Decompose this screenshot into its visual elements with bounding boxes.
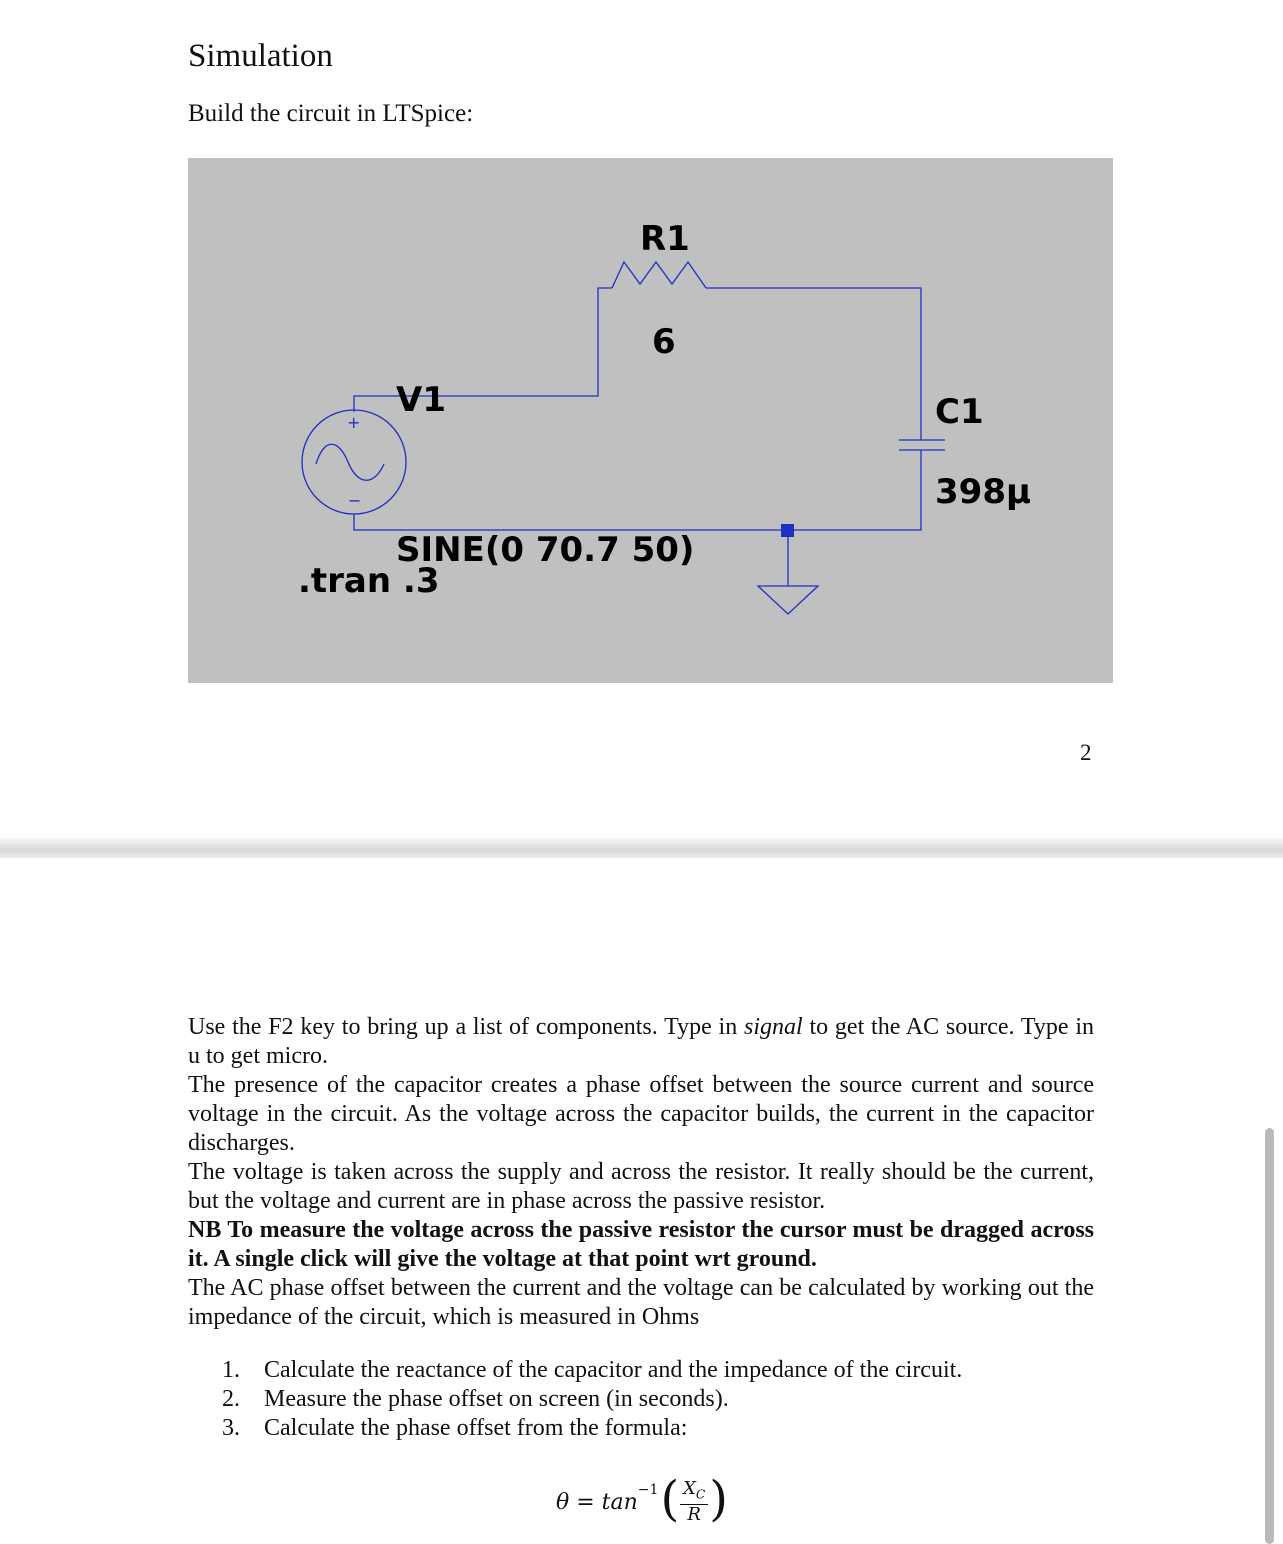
vertical-scrollbar-thumb[interactable] — [1265, 1128, 1274, 1544]
page-separator — [0, 838, 1283, 858]
intro-text: Build the circuit in LTSpice: — [188, 100, 474, 127]
paragraph-f2: Use the F2 key to bring up a list of components. Type in signal to get the AC source. Type in u to get micro. — [188, 1014, 1094, 1069]
schematic-drawing — [188, 158, 1113, 683]
source-value-label: SINE(0 70.7 50) — [396, 530, 695, 570]
capacitor-symbol — [899, 436, 945, 452]
phase-formula: θ = tan −1 ( $\frac{X_C}{R}$ ) — [556, 1471, 728, 1527]
source-plus-label: + — [347, 413, 361, 432]
instructions-body — [188, 1013, 1094, 1332]
source-name-label: V1 — [396, 380, 446, 420]
paragraph-voltage-taken: The voltage is taken across the supply and across the resistor. It really should be the current, but the voltage and current are in phase across the passive resistor. — [188, 1159, 1094, 1214]
task-list — [222, 1356, 962, 1443]
ground-symbol — [758, 586, 818, 614]
wire-resistor-to-capacitor — [706, 288, 921, 436]
paragraph-phase-offset: The presence of the capacitor creates a phase offset between the source current and source voltage in the circuit. As the voltage across the capacitor builds, the current in the capacitor discharges. — [188, 1072, 1094, 1156]
formula-fraction: $\frac{X_C}{R}$ — [680, 1479, 708, 1526]
wire-source-to-resistor — [354, 288, 612, 412]
resistor-symbol — [612, 262, 706, 288]
capacitor-name-label: C1 — [935, 392, 984, 432]
section-heading: Simulation — [188, 38, 333, 74]
source-minus-label: − — [348, 491, 362, 510]
tran-directive: .tran .3 — [298, 561, 440, 601]
ground-node-marker — [781, 524, 794, 537]
paragraph-nb-note: NB To measure the voltage across the passive resistor the cursor must be dragged across it. A single click will give the voltage at that point wrt ground. — [188, 1217, 1094, 1272]
list-item: 3. Calculate the phase offset from the formula: — [222, 1415, 688, 1441]
list-item: 1. Calculate the reactance of the capacitor and the impedance of the circuit. — [222, 1357, 963, 1383]
capacitor-value-label: 398µ — [935, 472, 1031, 512]
ltspice-schematic — [188, 158, 1113, 683]
resistor-value-label: 6 — [652, 322, 676, 362]
paragraph-impedance: The AC phase offset between the current and the voltage can be calculated by working out the impedance of the circuit, which is measured in Ohms — [188, 1275, 1094, 1330]
list-item: 2. Measure the phase offset on screen (in seconds). — [222, 1386, 729, 1412]
resistor-name-label: R1 — [640, 219, 690, 259]
page-number: 2 — [1080, 740, 1092, 765]
wire-capacitor-to-source — [354, 452, 921, 530]
